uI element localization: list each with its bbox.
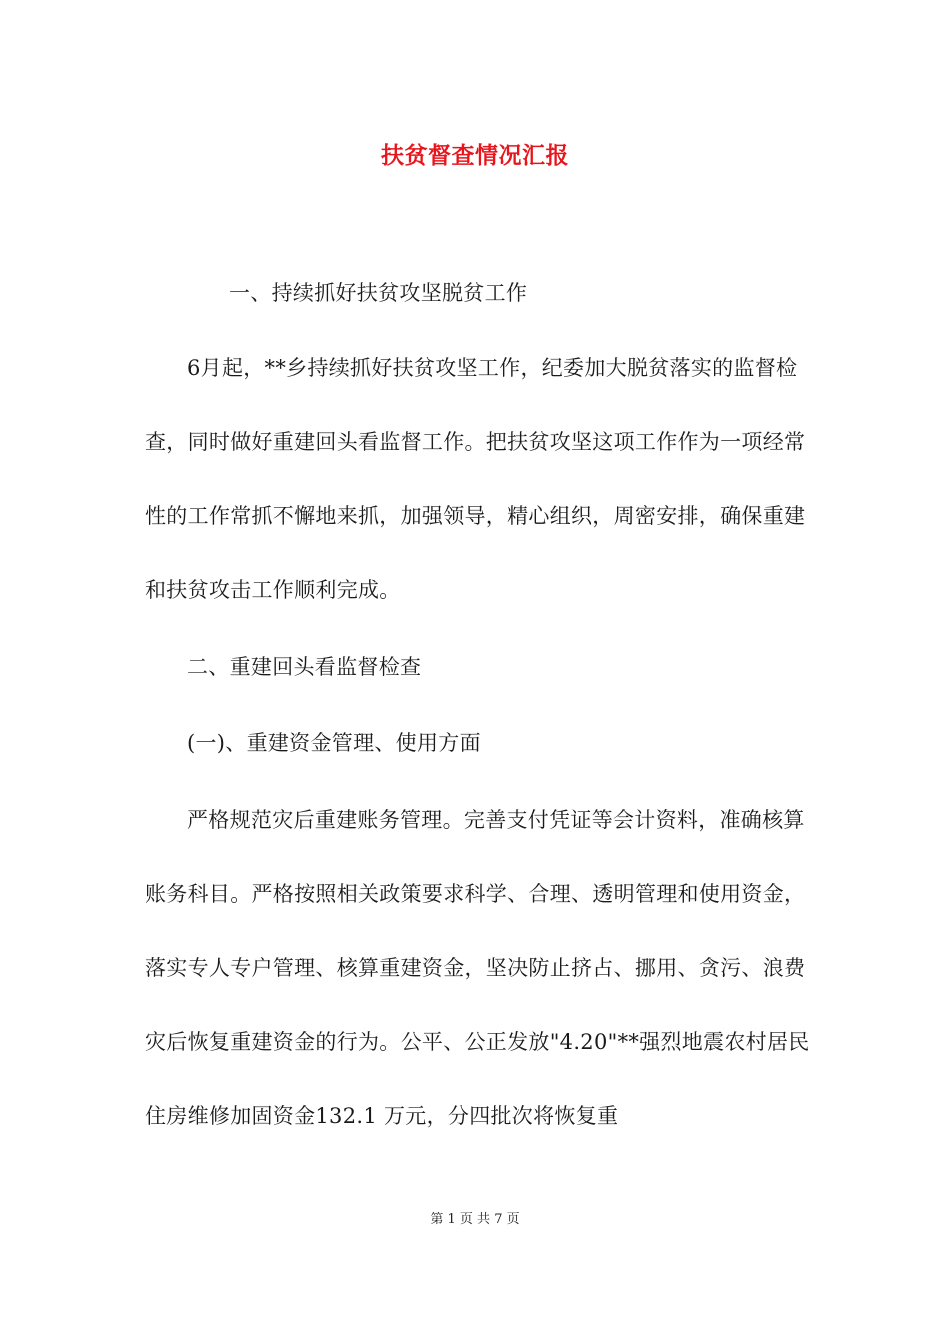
paragraph-1: 6月起，**乡持续抓好扶贫攻坚工作，纪委加大脱贫落实的监督检查，同时做好重建回头看监督工作。把扶贫攻坚这项工作作为一项经常性的工作常抓不懈地来抓，加强领导，精心组织，周密安排，确保重建和扶贫攻击工作顺利完成。 [145, 356, 806, 602]
subsection-heading-1: (一)、重建资金管理、使用方面 [187, 731, 481, 755]
section-heading-1: 一、持续抓好扶贫攻坚脱贫工作 [229, 281, 528, 305]
document-title: 扶贫督查情况汇报 [381, 142, 569, 169]
section-heading-2: 二、重建回头看监督检查 [187, 655, 422, 679]
page-footer: 第 1 页 共 7 页 [430, 1212, 520, 1227]
paragraph-2: 严格规范灾后重建账务管理。完善支付凭证等会计资料，准确核算账务科目。严格按照相关政策要求科学、合理、透明管理和使用资金，落实专人专户管理、核算重建资金，坚决防止挤占、挪用、贪污、浪费灾后恢复重建资金的行为。公平、公正发放"4.20"**强烈地震农村居民住房维修加固资金132.1 万元，分四批次将恢复重 [145, 808, 810, 1128]
document-body [145, 275, 813, 1154]
